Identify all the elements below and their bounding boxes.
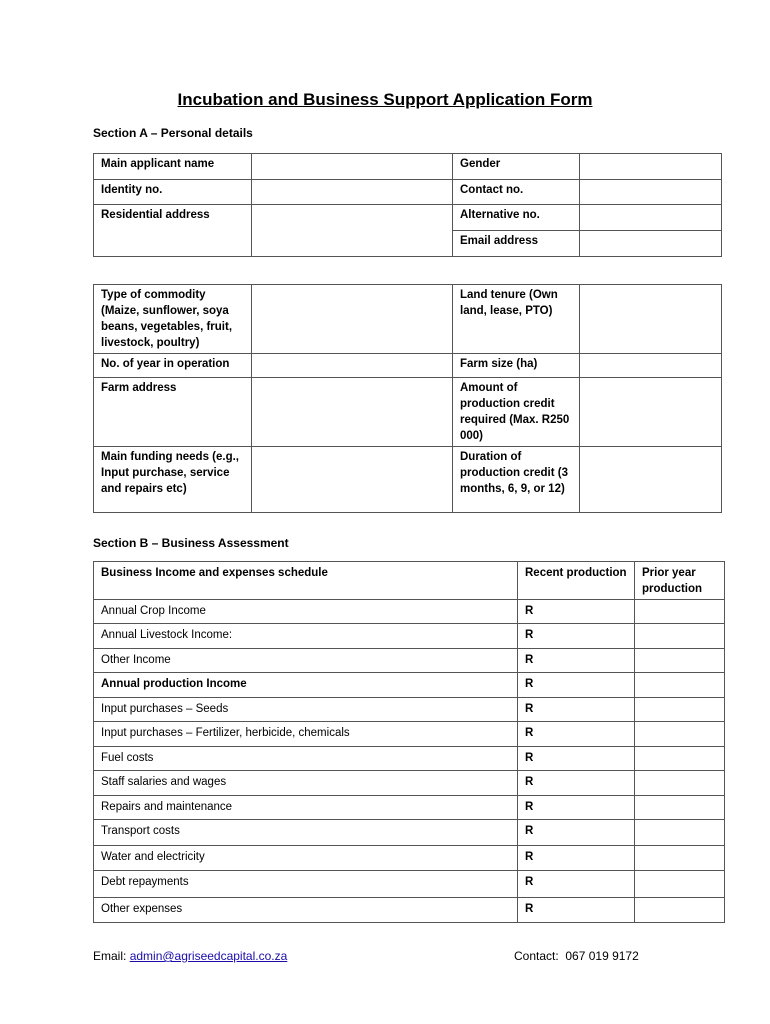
business-assessment-table (93, 561, 725, 923)
prior-year-production-cell[interactable] (635, 846, 725, 871)
table-row (94, 796, 725, 820)
residential-address-label: Residential address (94, 205, 252, 257)
recent-production-cell[interactable]: R (518, 771, 635, 796)
identity-no-label: Identity no. (94, 180, 252, 205)
table-row (94, 871, 725, 898)
section-b-heading: Section B – Business Assessment (93, 536, 289, 550)
amount-credit-label: Amount of production credit required (Max. R250 000) (453, 378, 580, 447)
recent-production-cell[interactable]: R (518, 747, 635, 771)
recent-production-cell[interactable]: R (518, 820, 635, 846)
contact-label: Contact: (514, 949, 559, 963)
amount-credit-field[interactable] (580, 378, 722, 447)
prior-year-production-cell[interactable] (635, 871, 725, 898)
duration-credit-label: Duration of production credit (3 months, 6, 9, or 12) (453, 447, 580, 513)
email-address-field[interactable] (580, 231, 722, 257)
table-row (94, 624, 725, 649)
contact-number: 067 019 9172 (565, 949, 639, 963)
contact-no-field[interactable] (580, 180, 722, 205)
alternative-no-label: Alternative no. (453, 205, 580, 231)
row-label: Annual Livestock Income: (94, 624, 518, 649)
contact-no-label: Contact no. (453, 180, 580, 205)
form-title: Incubation and Business Support Application Form (177, 90, 593, 109)
recent-production-cell[interactable]: R (518, 673, 635, 698)
farm-details-table (93, 284, 722, 513)
email-label: Email: (93, 949, 127, 963)
section-a-heading: Section A – Personal details (93, 126, 253, 140)
row-label: Repairs and maintenance (94, 796, 518, 820)
main-applicant-name-label: Main applicant name (94, 154, 252, 180)
row-label: Input purchases – Fertilizer, herbicide, chemicals (94, 722, 518, 747)
prior-year-production-cell[interactable] (635, 747, 725, 771)
table-row (94, 747, 725, 771)
row-label: Staff salaries and wages (94, 771, 518, 796)
prior-year-production-cell[interactable] (635, 624, 725, 649)
table-row (94, 722, 725, 747)
recent-production-cell[interactable]: R (518, 846, 635, 871)
recent-production-cell[interactable]: R (518, 898, 635, 923)
main-funding-needs-field[interactable] (252, 447, 453, 513)
gender-label: Gender (453, 154, 580, 180)
recent-production-cell[interactable]: R (518, 698, 635, 722)
recent-production-cell[interactable]: R (518, 722, 635, 747)
footer-contact (514, 949, 639, 963)
type-of-commodity-label: Type of commodity (Maize, sunflower, soya beans, vegetables, fruit, livestock, poultry) (94, 285, 252, 354)
prior-year-production-cell[interactable] (635, 600, 725, 624)
email-address-label: Email address (453, 231, 580, 257)
recent-production-cell[interactable]: R (518, 871, 635, 898)
email-link[interactable]: admin@agriseedcapital.co.za (129, 949, 288, 963)
row-label: Input purchases – Seeds (94, 698, 518, 722)
residential-address-field[interactable] (252, 205, 453, 257)
row-label: Debt repayments (94, 871, 518, 898)
alternative-no-field[interactable] (580, 205, 722, 231)
prior-year-production-cell[interactable] (635, 698, 725, 722)
prior-year-production-cell[interactable] (635, 796, 725, 820)
table-row (94, 898, 725, 923)
prior-year-production-cell[interactable] (635, 722, 725, 747)
personal-details-table (93, 153, 722, 257)
land-tenure-field[interactable] (580, 285, 722, 354)
gender-field[interactable] (580, 154, 722, 180)
farm-address-label: Farm address (94, 378, 252, 447)
recent-production-cell[interactable]: R (518, 624, 635, 649)
table-row (94, 771, 725, 796)
row-label: Fuel costs (94, 747, 518, 771)
prior-year-production-cell[interactable] (635, 898, 725, 923)
identity-no-field[interactable] (252, 180, 453, 205)
row-label: Other Income (94, 649, 518, 673)
table-row (94, 600, 725, 624)
farm-size-field[interactable] (580, 354, 722, 378)
type-of-commodity-field[interactable] (252, 285, 453, 354)
land-tenure-label: Land tenure (Own land, lease, PTO) (453, 285, 580, 354)
row-label: Transport costs (94, 820, 518, 846)
main-applicant-name-field[interactable] (252, 154, 453, 180)
recent-production-cell[interactable]: R (518, 649, 635, 673)
prior-year-production-cell[interactable] (635, 820, 725, 846)
years-in-operation-label: No. of year in operation (94, 354, 252, 378)
table-row (94, 649, 725, 673)
recent-production-cell[interactable]: R (518, 796, 635, 820)
footer-email (93, 949, 287, 963)
main-funding-needs-label: Main funding needs (e.g., Input purchase, service and repairs etc) (94, 447, 252, 513)
schedule-header: Business Income and expenses schedule (94, 562, 518, 600)
duration-credit-field[interactable] (580, 447, 722, 513)
row-label: Water and electricity (94, 846, 518, 871)
prior-year-production-cell[interactable] (635, 771, 725, 796)
table-row (94, 846, 725, 871)
table-row (94, 698, 725, 722)
farm-address-field[interactable] (252, 378, 453, 447)
recent-production-cell[interactable]: R (518, 600, 635, 624)
prior-year-production-cell[interactable] (635, 649, 725, 673)
prior-year-production-header: Prior year production (635, 562, 725, 600)
table-row (94, 673, 725, 698)
farm-size-label: Farm size (ha) (453, 354, 580, 378)
recent-production-header: Recent production (518, 562, 635, 600)
table-row (94, 820, 725, 846)
row-label: Other expenses (94, 898, 518, 923)
row-label: Annual Crop Income (94, 600, 518, 624)
prior-year-production-cell[interactable] (635, 673, 725, 698)
years-in-operation-field[interactable] (252, 354, 453, 378)
row-label: Annual production Income (94, 673, 518, 698)
